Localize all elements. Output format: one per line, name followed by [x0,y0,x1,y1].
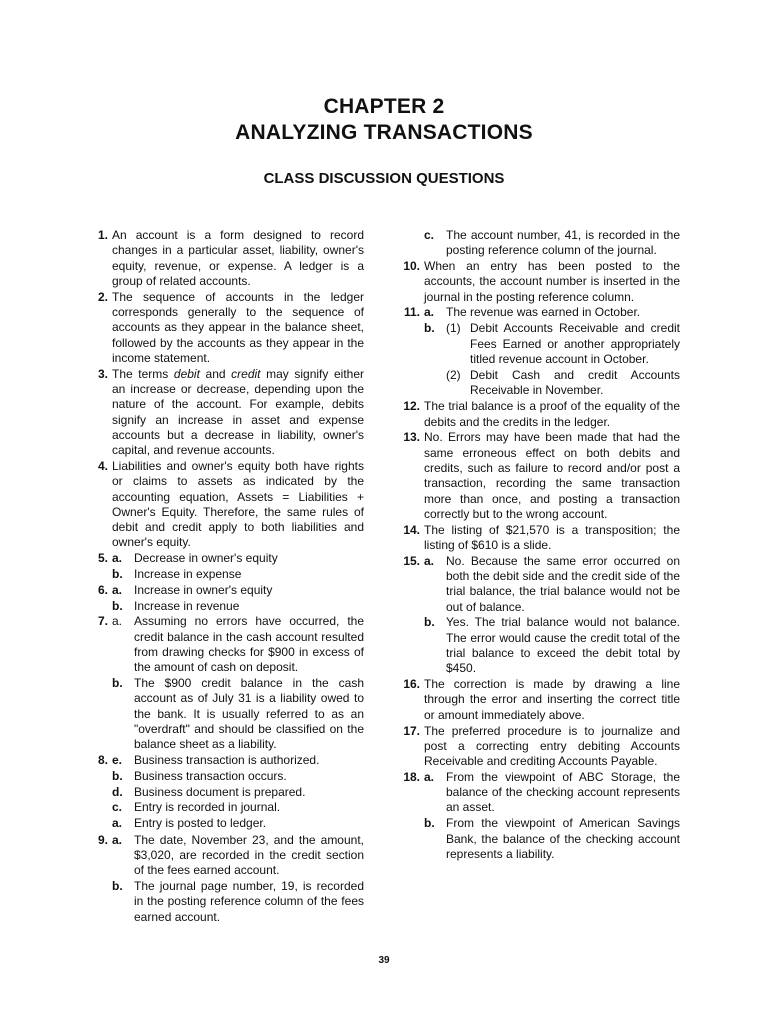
question-number: 4. [97,458,108,473]
question-5b [82,567,364,582]
question-number: 9. [97,832,108,847]
question-number: 18. [403,769,420,784]
question-13 [394,430,680,522]
sub-parts [446,321,680,398]
sub-label: b. [112,768,123,783]
question-number: 15. [403,553,420,568]
right-column [394,228,680,863]
answer-text: The sequence of accounts in the ledger corresponds generally to the sequence of accounts as they appear in the balance sheet, followed by the accounts as they appear in the income statement. [112,289,364,365]
question-15a [394,554,680,615]
question-number: 3. [97,366,108,381]
sub-label: b. [424,615,435,630]
chapter-heading [0,94,768,146]
answer-text: Decrease in owner's equity [134,551,278,566]
answer-text: Liabilities and owner's equity both have rights or claims to assets as indicated by the accounting equation, Assets = Liabilities + Owner's Equity. Therefore, the same rules of debit and credit apply to both liabilities and owner's equity. [112,458,364,550]
text-segment: may signify either an increase or decrease, depending upon the nature of the account. For example, debits signify an increase in asset and expense accounts but a decrease in liability, owner's capital, and revenue accounts. [112,366,364,458]
answer-text: No. Because the same error occurred on both the debit side and the credit side of the trial balance, the trial balance would not be out of balance. [446,553,680,614]
step-item [112,785,364,800]
answer-text: From the viewpoint of American Savings Bank, the balance of the checking account represents a liability. [446,816,680,861]
answer-text: From the viewpoint of ABC Storage, the balance of the checking account represents an asset. [446,769,680,815]
sub-label: a. [424,553,435,568]
italic-term: credit [231,366,261,381]
answer-text: The $900 credit balance in the cash account as of July 31 is a liability owed to the bank. It is usually referred to as an "overdraft" and should be classified on the balance sheet as a liability. [134,676,364,752]
sub-label: a. [112,614,123,629]
question-number: 8. [97,753,108,768]
question-10 [394,259,680,305]
sub-part-1 [446,321,680,367]
text-segment: and [199,366,232,381]
question-number: 10. [403,259,420,274]
answer-text: Entry is posted to ledger. [134,816,267,831]
question-1 [82,228,364,289]
answer-text: Increase in expense [134,567,242,582]
paren-label: (1) [446,321,461,336]
question-7a [82,614,364,675]
question-15b [394,615,680,676]
question-2 [82,290,364,366]
chapter-title: ANALYZING TRANSACTIONS [235,121,533,144]
sub-label: b. [112,567,123,582]
question-4 [82,459,364,551]
question-number: 7. [97,614,108,629]
answer-text: Entry is recorded in journal. [134,800,281,815]
answer-text: The correction is made by drawing a line through the error and inserting the correct title or amount immediately above. [424,677,680,722]
sub-label: e. [112,753,123,768]
question-number: 12. [403,399,420,414]
answer-text: The trial balance is a proof of the equality of the debits and the credits in the ledger. [424,399,680,429]
question-11a [394,305,680,320]
ordered-steps [112,753,364,832]
question-number: 6. [97,582,108,597]
answer-text [112,367,364,459]
sub-label: d. [112,784,123,799]
question-number: 2. [97,289,108,304]
question-8 [82,753,364,832]
answer-text: Business document is prepared. [134,784,306,799]
question-number: 14. [403,522,420,537]
question-7b [82,676,364,752]
sub-label: b. [112,676,123,691]
answer-text: Business transaction occurs. [134,768,287,783]
sub-label: a. [112,832,123,847]
question-16 [394,677,680,723]
question-3 [82,367,364,459]
answer-text: The revenue was earned in October. [446,305,641,320]
italic-term: debit [173,366,200,381]
sub-label: a. [112,582,123,597]
step-item [112,816,364,831]
question-5a [82,551,364,566]
question-number: 5. [97,551,108,566]
question-number: 1. [97,228,108,242]
answer-text: The journal page number, 19, is recorded in the posting reference column of the fees earned account. [134,878,364,924]
answer-text: Debit Cash and credit Accounts Receivable in November. [470,367,680,397]
answer-text: Increase in revenue [134,598,240,613]
left-column [82,228,364,925]
question-number: 13. [403,430,420,445]
answer-text: The date, November 23, and the amount, $3,020, are recorded in the credit section of the fees earned account. [134,832,364,878]
sub-label: b. [424,321,435,336]
question-6a [82,583,364,598]
step-item [112,769,364,784]
sub-part-2 [446,368,680,399]
question-9b [82,879,364,925]
sub-label: a. [112,551,123,566]
question-number: 11. [403,305,420,320]
answer-text: When an entry has been posted to the accounts, the account number is inserted in the journal in the posting reference column. [424,259,680,304]
answer-text: The account number, 41, is recorded in the posting reference column of the journal. [446,228,680,258]
answer-text: Yes. The trial balance would not balance. The error would cause the credit total of the trial balance to exceed the debit total by $450. [446,615,680,676]
sub-label: c. [424,228,435,242]
step-item [112,800,364,815]
text-segment: The terms [112,366,174,381]
question-18a [394,770,680,816]
sub-label: b. [112,598,123,613]
question-9c [394,228,680,259]
sub-label: c. [112,800,123,815]
question-number: 17. [403,723,420,738]
sub-label: a. [424,305,435,320]
question-18b [394,816,680,862]
question-12 [394,399,680,430]
step-item [112,753,364,768]
answer-text: Debit Accounts Receivable and credit Fees Earned or another appropriately titled revenue account in October. [470,321,680,366]
answer-text: An account is a form designed to record changes in a particular asset, liability, owner's equity, revenue, or expense. A ledger is a group of related accounts. [112,228,364,288]
answer-text: No. Errors may have been made that had the same erroneous effect on both debits and credits, such as failure to record and/or post a transaction, recording the same transaction more than once, and posting a transaction correctly but to the wrong account. [424,430,680,521]
page-number: 39 [378,955,390,966]
sub-label: a. [424,769,435,784]
question-number: 16. [403,677,420,692]
question-14 [394,523,680,554]
paren-label: (2) [446,367,461,382]
sub-label: b. [424,816,435,831]
section-heading: CLASS DISCUSSION QUESTIONS [263,170,505,187]
answer-text: Increase in owner's equity [134,582,273,597]
question-11b [394,321,680,398]
sub-label: b. [112,878,123,893]
question-6b [82,599,364,614]
chapter-number: CHAPTER 2 [323,95,445,118]
answer-text: The listing of $21,570 is a transposition; the listing of $610 is a slide. [424,522,680,552]
answer-text: Business transaction is authorized. [134,753,320,768]
answer-text: The preferred procedure is to journalize and post a correcting entry debiting Accounts Receivable and crediting Accounts Payable. [424,723,680,769]
question-17 [394,724,680,770]
question-9a [82,833,364,879]
answer-text: Assuming no errors have occurred, the credit balance in the cash account resulted from drawing checks for $900 in excess of the amount of cash on deposit. [134,614,364,675]
sub-label: a. [112,816,123,831]
